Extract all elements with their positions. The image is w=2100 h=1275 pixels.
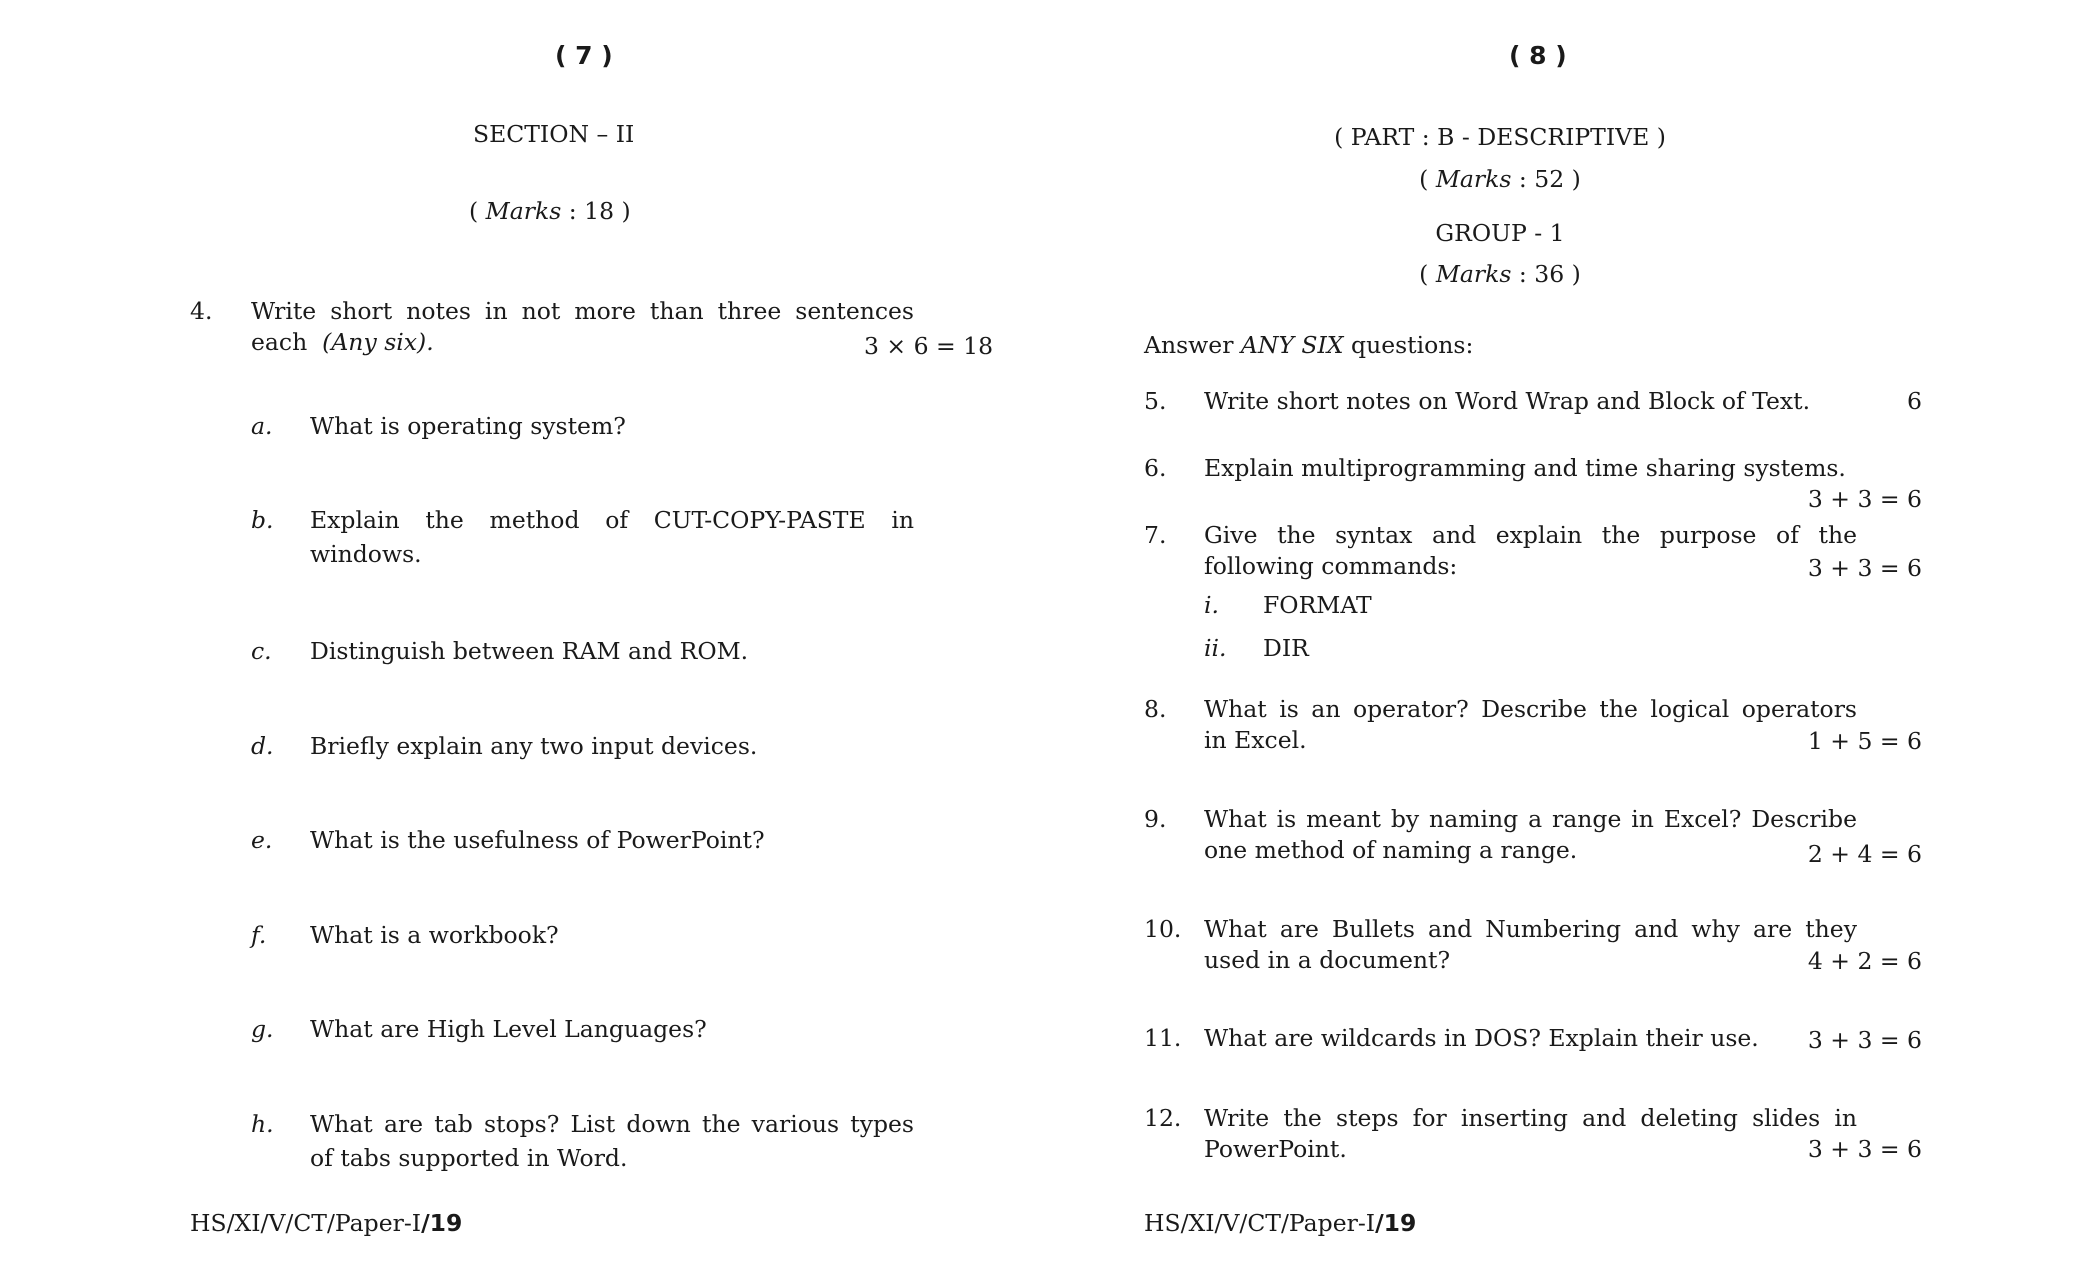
question-marks: 6 [1907, 387, 1922, 415]
question-marks: 3 + 3 = 6 [1807, 1135, 1922, 1163]
marks-value: : 36 ) [1518, 260, 1581, 288]
question-marks: 3 + 3 = 6 [1807, 485, 1922, 513]
question-any-six: (Any six). [322, 328, 434, 356]
section-marks [469, 197, 631, 225]
question-text-line-1: What is an operator? Describe the logical operators [1204, 695, 1857, 723]
question-each: each [251, 328, 308, 356]
item-text-a: What is operating system? [310, 412, 626, 440]
footer-code [1144, 1209, 1417, 1237]
question-number: 10. [1144, 915, 1182, 943]
sub-item-label: i. [1204, 591, 1219, 619]
sub-item-text: DIR [1263, 634, 1309, 662]
question-text-line-2: one method of naming a range. [1204, 836, 1578, 864]
item-label-e: e. [251, 826, 273, 854]
question-number: 12. [1144, 1104, 1182, 1132]
question-text-line-1: What is meant by naming a range in Excel? Describe [1204, 805, 1857, 833]
question-number: 7. [1144, 521, 1167, 549]
question-marks: 2 + 4 = 6 [1807, 840, 1922, 868]
question-text: Explain multiprogramming and time sharing systems. [1204, 454, 1846, 482]
section-heading: SECTION – II [473, 120, 635, 148]
item-text-b-line-1: Explain the method of CUT-COPY-PASTE in [310, 506, 914, 534]
page-number: ( 7 ) [555, 41, 613, 70]
marks-word: Marks [485, 197, 562, 225]
group-marks [1300, 260, 1700, 288]
instruction-suffix: questions: [1351, 331, 1474, 359]
question-text-line-2: in Excel. [1204, 726, 1307, 754]
item-text-h-line-2: of tabs supported in Word. [310, 1144, 628, 1172]
footer-year: /19 [421, 1209, 463, 1237]
item-label-a: a. [251, 412, 273, 440]
question-number: 8. [1144, 695, 1167, 723]
marks-word: Marks [1435, 165, 1512, 193]
question-number: 4. [190, 297, 213, 325]
item-text-h-line-1: What are tab stops? List down the various types [310, 1110, 914, 1138]
part-marks [1300, 165, 1700, 193]
question-marks: 4 + 2 = 6 [1807, 947, 1922, 975]
instruction-any-six: ANY SIX [1240, 331, 1344, 359]
item-label-h: h. [251, 1110, 274, 1138]
sub-item-text: FORMAT [1263, 591, 1372, 619]
question-text-line-2: following commands: [1204, 552, 1458, 580]
question-text-line-2 [251, 328, 434, 356]
marks-open: ( [1419, 260, 1429, 288]
item-label-b: b. [251, 506, 274, 534]
question-text-line-2: PowerPoint. [1204, 1135, 1347, 1163]
item-label-g: g. [251, 1015, 274, 1043]
page-number: ( 8 ) [1509, 41, 1567, 70]
question-text: What are wildcards in DOS? Explain their use. [1204, 1024, 1759, 1052]
footer-code [190, 1209, 463, 1237]
marks-word: Marks [1435, 260, 1512, 288]
item-text-c: Distinguish between RAM and ROM. [310, 637, 749, 665]
marks-open: ( [469, 197, 479, 225]
item-text-g: What are High Level Languages? [310, 1015, 707, 1043]
question-text-line-1: Write short notes in not more than three sentences [251, 297, 914, 325]
question-number: 9. [1144, 805, 1167, 833]
marks-open: ( [1419, 165, 1429, 193]
question-marks: 3 × 6 = 18 [864, 332, 994, 360]
footer-paper-code: HS/XI/V/CT/Paper-I [1144, 1209, 1376, 1237]
question-text-line-2: used in a document? [1204, 946, 1451, 974]
group-heading: GROUP - 1 [1435, 219, 1565, 247]
item-text-d: Briefly explain any two input devices. [310, 732, 758, 760]
question-number: 6. [1144, 454, 1167, 482]
question-text-line-1: Write the steps for inserting and deleting slides in [1204, 1104, 1857, 1132]
question-number: 11. [1144, 1024, 1182, 1052]
question-number: 5. [1144, 387, 1167, 415]
marks-value: : 18 ) [568, 197, 631, 225]
marks-value: : 52 ) [1518, 165, 1581, 193]
item-text-f: What is a workbook? [310, 921, 559, 949]
item-label-c: c. [251, 637, 272, 665]
question-marks: 3 + 3 = 6 [1807, 1026, 1922, 1054]
item-text-b-line-2: windows. [310, 540, 422, 568]
question-text: Write short notes on Word Wrap and Block of Text. [1204, 387, 1811, 415]
item-label-d: d. [251, 732, 274, 760]
item-text-e: What is the usefulness of PowerPoint? [310, 826, 765, 854]
footer-paper-code: HS/XI/V/CT/Paper-I [190, 1209, 422, 1237]
sub-item-label: ii. [1204, 634, 1227, 662]
question-marks: 1 + 5 = 6 [1807, 727, 1922, 755]
footer-year: /19 [1375, 1209, 1417, 1237]
part-heading: ( PART : B - DESCRIPTIVE ) [1334, 123, 1666, 151]
question-text-line-1: What are Bullets and Numbering and why are they [1204, 915, 1857, 943]
instruction [1144, 331, 1474, 359]
instruction-prefix: Answer [1144, 331, 1234, 359]
question-text-line-1: Give the syntax and explain the purpose of the [1204, 521, 1857, 549]
item-label-f: f. [251, 921, 267, 949]
question-marks: 3 + 3 = 6 [1807, 554, 1922, 582]
